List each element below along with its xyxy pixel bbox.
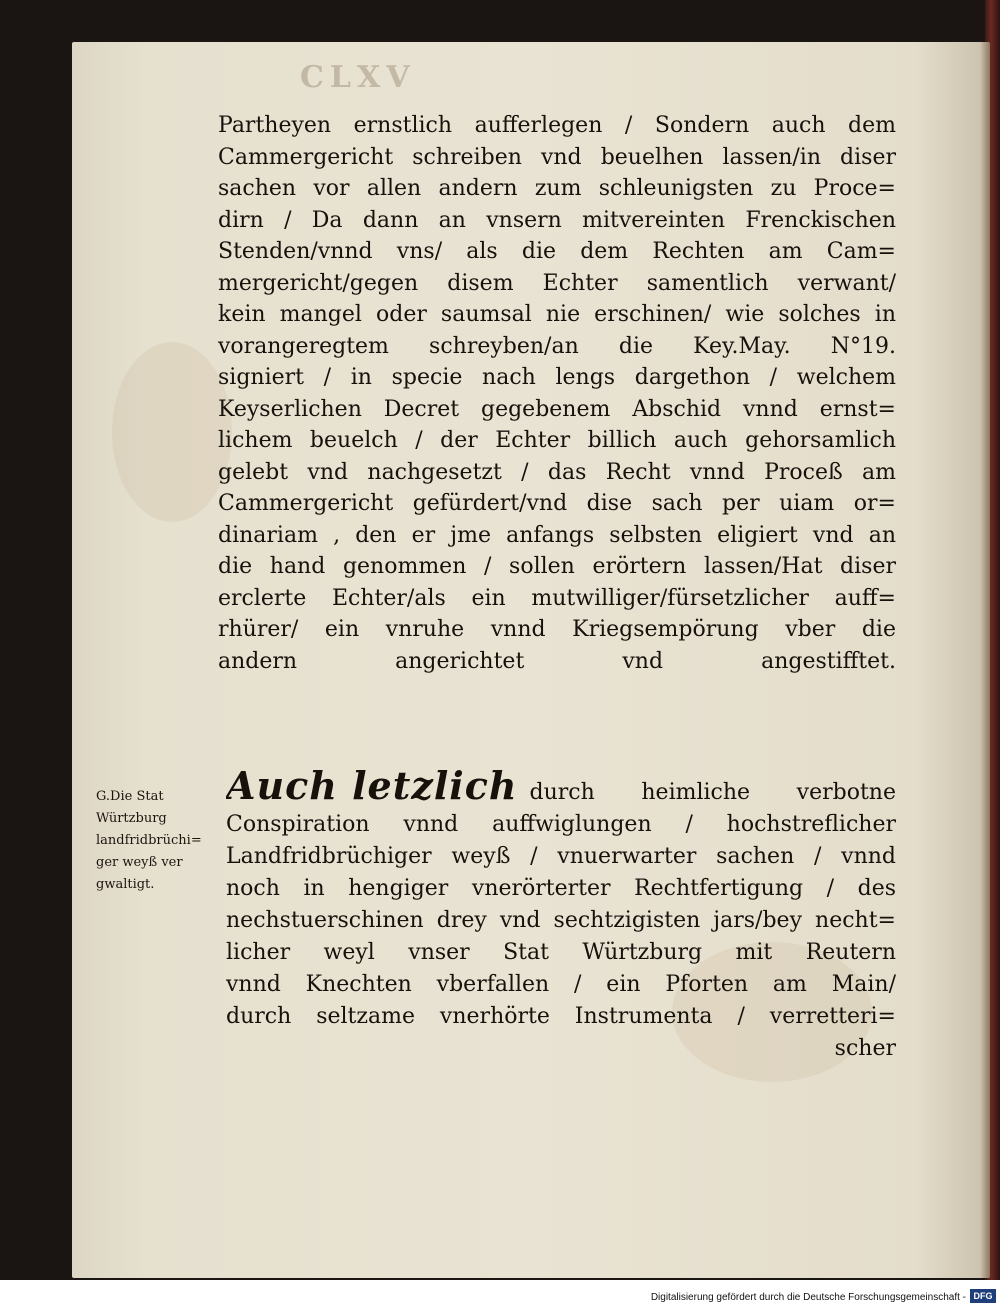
catchword: scher bbox=[834, 1036, 896, 1061]
text-line: lichem beuelch / der Echter billich auch gehorsamlich bbox=[218, 428, 896, 453]
text-line: noch in hengiger vnerörterter Rechtfertigung / des bbox=[226, 876, 896, 901]
text-line: dirn / Da dann an vnsern mitvereinten Frenckischen bbox=[218, 207, 896, 233]
text-line: Stenden/vnnd vns/ als die dem Rechten am Cam= bbox=[218, 239, 896, 264]
margin-note bbox=[96, 786, 226, 896]
page-shadow bbox=[980, 42, 990, 1278]
paper-stain bbox=[112, 342, 232, 522]
footer-bar bbox=[0, 1280, 1000, 1313]
text-line: Keyserlichen Decret gegebenem Abschid vnnd ernst= bbox=[218, 396, 896, 422]
margin-note-line: Würtzburg bbox=[96, 811, 167, 826]
text-line: nechstuerschinen drey vnd sechtzigisten jars/bey necht= bbox=[226, 908, 896, 933]
margin-note-line: landfridbrüchi= bbox=[96, 833, 202, 848]
text-line: Cammergericht gefürdert/vnd dise sach per uiam or= bbox=[218, 491, 896, 516]
margin-note-line: G.Die Stat bbox=[96, 789, 164, 804]
text-line: licher weyl vnser Stat Würtzburg mit Reutern bbox=[226, 940, 896, 965]
text-line: rhürer/ ein vnruhe vnnd Kriegsempörung vber die bbox=[218, 617, 896, 642]
second-paragraph bbox=[226, 770, 896, 1065]
display-initial: Auch letzlich bbox=[226, 770, 518, 808]
text-line: mergericht/gegen disem Echter samentlich verwant/ bbox=[218, 270, 896, 296]
text-line: Cammergericht schreiben vnd beuelhen lassen/in diser bbox=[218, 144, 896, 170]
margin-note-line: ger weyß ver bbox=[96, 855, 183, 870]
bleed-through-header: CLXV bbox=[300, 60, 416, 95]
footer-credit: Digitalisierung gefördert durch die Deutsche Forschungsgemeinschaft - bbox=[650, 1292, 966, 1303]
text-line: vnnd Knechten vberfallen / ein Pforten am Main/ bbox=[226, 972, 896, 997]
text-line: andern angerichtet vnd angestifftet. bbox=[218, 648, 896, 674]
text-line: Landfridbrüchiger weyß / vnuerwarter sachen / vnnd bbox=[226, 844, 896, 869]
text-line: die hand genommen / sollen erörtern lassen/Hat diser bbox=[218, 554, 896, 579]
text-line: sachen vor allen andern zum schleunigsten zu Proce= bbox=[218, 176, 896, 201]
margin-note-line: gwaltigt. bbox=[96, 877, 155, 892]
text-line: erclerte Echter/als ein mutwilliger/fürsetzlicher auff= bbox=[218, 585, 896, 611]
dfg-logo-icon: DFG bbox=[970, 1289, 996, 1303]
text-line: kein mangel oder saumsal nie erschinen/ wie solches in bbox=[218, 302, 896, 327]
text-line: gelebt vnd nachgesetzt / das Recht vnnd Proceß am bbox=[218, 459, 896, 485]
main-paragraph bbox=[218, 110, 896, 677]
text-line: Conspiration vnnd auffwiglungen / hochstreflicher bbox=[226, 812, 896, 837]
text-line: Partheyen ernstlich aufferlegen / Sondern auch dem bbox=[218, 113, 896, 138]
text-line: durch seltzame vnerhörte Instrumenta / verretteri= bbox=[226, 1004, 896, 1029]
paragraph-first-line bbox=[226, 770, 896, 809]
text-line: dinariam , den er jme anfangs selbsten eligiert vnd an bbox=[218, 522, 896, 548]
text-line: vorangeregtem schreyben/an die Key.May. N°19. bbox=[218, 333, 896, 359]
text-line: signiert / in specie nach lengs dargethon / welchem bbox=[218, 365, 896, 390]
first-line-rest: durch heimliche verbotne bbox=[529, 780, 896, 805]
